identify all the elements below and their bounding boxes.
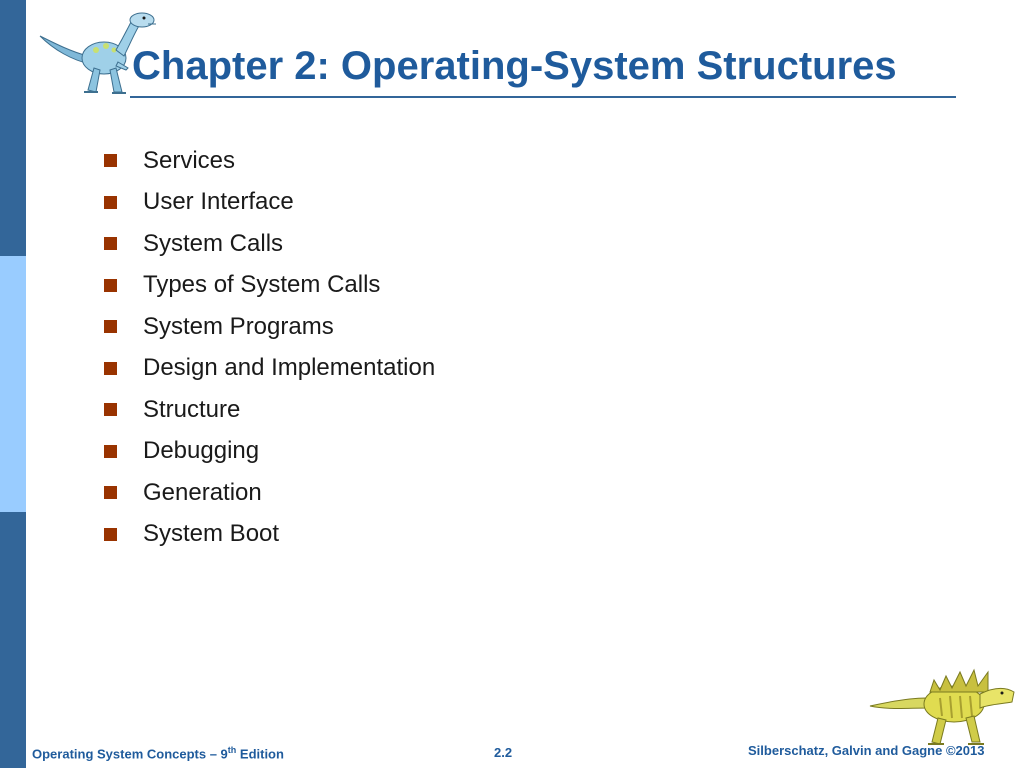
square-bullet-icon — [104, 528, 117, 541]
list-item — [100, 472, 435, 514]
list-item-text: Services — [143, 146, 236, 174]
list-item-text: System Calls — [143, 229, 284, 257]
footer-book-title — [32, 745, 284, 761]
list-item — [100, 514, 435, 556]
list-item-text: Types of System Calls — [143, 271, 381, 299]
dinosaur-icon — [868, 658, 1018, 748]
square-bullet-icon — [104, 237, 117, 250]
left-band-top — [0, 0, 26, 256]
left-band-bottom — [0, 512, 26, 768]
square-bullet-icon — [104, 279, 117, 292]
list-item-text: Design and Implementation — [143, 354, 436, 382]
footer-book-title-prefix: Operating System Concepts – 9 — [32, 746, 228, 762]
square-bullet-icon — [104, 196, 117, 209]
square-bullet-icon — [104, 320, 117, 333]
list-item — [100, 348, 435, 390]
square-bullet-icon — [104, 403, 117, 416]
list-item — [100, 431, 435, 473]
list-item-text: System Programs — [143, 312, 334, 340]
list-item — [100, 223, 435, 265]
square-bullet-icon — [104, 362, 117, 375]
list-item — [100, 265, 435, 307]
list-item-text: Generation — [143, 478, 262, 506]
list-item-text: Structure — [143, 395, 241, 423]
list-item — [100, 182, 435, 224]
square-bullet-icon — [104, 154, 117, 167]
footer-book-title-suffix: Edition — [236, 746, 284, 762]
title-underline — [130, 96, 956, 98]
footer-book-title-superscript: th — [227, 745, 237, 755]
list-item-text: System Boot — [143, 520, 280, 548]
footer-page-number: 2.2 — [494, 745, 513, 760]
list-item — [100, 140, 435, 182]
list-item — [100, 389, 435, 431]
footer-copyright: Silberschatz, Galvin and Gagne ©2013 — [748, 743, 985, 758]
square-bullet-icon — [104, 486, 117, 499]
square-bullet-icon — [104, 445, 117, 458]
page-title: Chapter 2: Operating-System Structures — [132, 44, 897, 88]
bullet-list — [100, 140, 435, 555]
list-item — [100, 306, 435, 348]
list-item-text: Debugging — [143, 437, 260, 465]
list-item-text: User Interface — [143, 188, 294, 216]
left-band-middle — [0, 256, 26, 512]
